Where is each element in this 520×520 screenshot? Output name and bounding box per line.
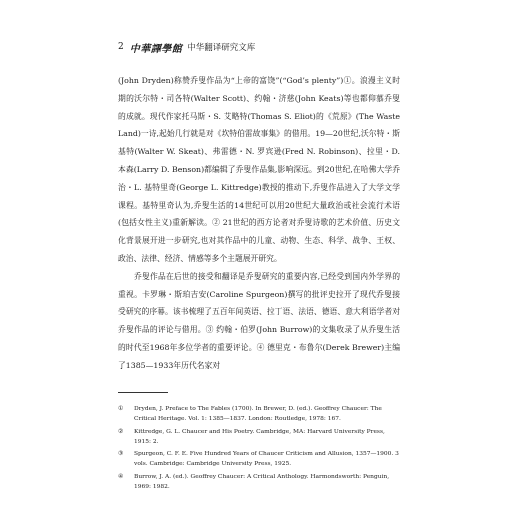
- running-header: [118, 38, 255, 56]
- page-number: 2: [118, 42, 124, 52]
- footnote-text: Burrow, J. A. (ed.). Geoffrey Chaucer: A Critical Anthology. Harmondsworth: Penguin, 1969: 1982.: [134, 473, 390, 491]
- footnote: [118, 472, 400, 493]
- series-title: 中华翻译研究文库: [187, 43, 256, 53]
- footnote-number: ②: [118, 428, 124, 435]
- footnote-text: Dryden, J. Preface to The Fables (1700). In Brewer, D. (ed.). Geoffrey Chaucer: The Critical Heritage. Vol. 1: 1385—1837. London: Routledge, 1978: 167.: [134, 406, 382, 423]
- footnote-number: ①: [118, 406, 124, 412]
- footnote-number: ④: [118, 473, 124, 480]
- footnote-text: Spurgeon, C. F. E. Five Hundred Years of Chaucer Criticism and Allusion, 1357—1900. 3 vols. Cambridge: Cambridge University Press, 1925.: [134, 451, 399, 468]
- main-text: [118, 72, 400, 375]
- footnotes: [118, 404, 400, 494]
- footnote: [118, 404, 400, 425]
- footnote-number: ③: [118, 451, 124, 458]
- footnote: [118, 427, 400, 448]
- publisher-logo: 中華譯學館: [129, 43, 183, 55]
- footnote-divider: [118, 392, 168, 393]
- paragraph-1: (John Dryden)称赞乔叟作品为“上帝的富饶”(“God’s plenty”)①。浪漫主义时期的沃尔特・司各特(Walter Scott)、约翰・济慈(John Keats)等也都仰慕乔叟的成就。现代作家托马斯・S. 艾略特(Thomas S. Eliot)的《荒原》(The Waste Land)一诗,起始几行就是对《坎特伯雷故事集》的借用。19—20世纪,沃尔特・斯基特(Walter W. Skeat)、弗雷德・N. 罗宾逊(Fred N. Robinson)、拉里・D. 本森(Larry D. Benson)都编辑了乔叟作品集,影响深远。到20世纪,在哈佛大学乔治・L. 基特里奇(George L. Kittredge)教授的推动下,乔叟作品进入了大学文学课程。基特里奇认为,乔叟生活的14世纪可以用20世纪大量政治或社会流行术语(包括女性主义)重新解读。② 21世纪的西方论者对乔叟诗歌的艺术价值、历史文化背景展开进一步研究,也对其作品中的儿童、动物、生态、科学、战争、王权、政治、法律、经济、情感等多个主题展开研究。: [118, 76, 400, 263]
- footnote-text: Kittredge, G. L. Chaucer and His Poetry. Cambridge, MA: Harvard University Press, 1915: 2.: [134, 428, 385, 445]
- footnote: [118, 449, 400, 470]
- paragraph-2: 乔叟作品在后世的接受和翻译是乔叟研究的重要内容,已经受到国内外学界的重视。卡罗琳・斯珀吉安(Caroline Spurgeon)撰写的批评史拉开了现代乔叟接受研究的序幕。该书梳理了五百年间英语、拉丁语、法语、德语、意大利语学者对乔叟作品的评论与借用。③ 约翰・伯罗(John Burrow)的文集收录了从乔叟生活的时代至1968年多位学者的重要评论。④ 德里克・布鲁尔(Derek Brewer)主编了1385—1933年历代名家对: [118, 271, 400, 370]
